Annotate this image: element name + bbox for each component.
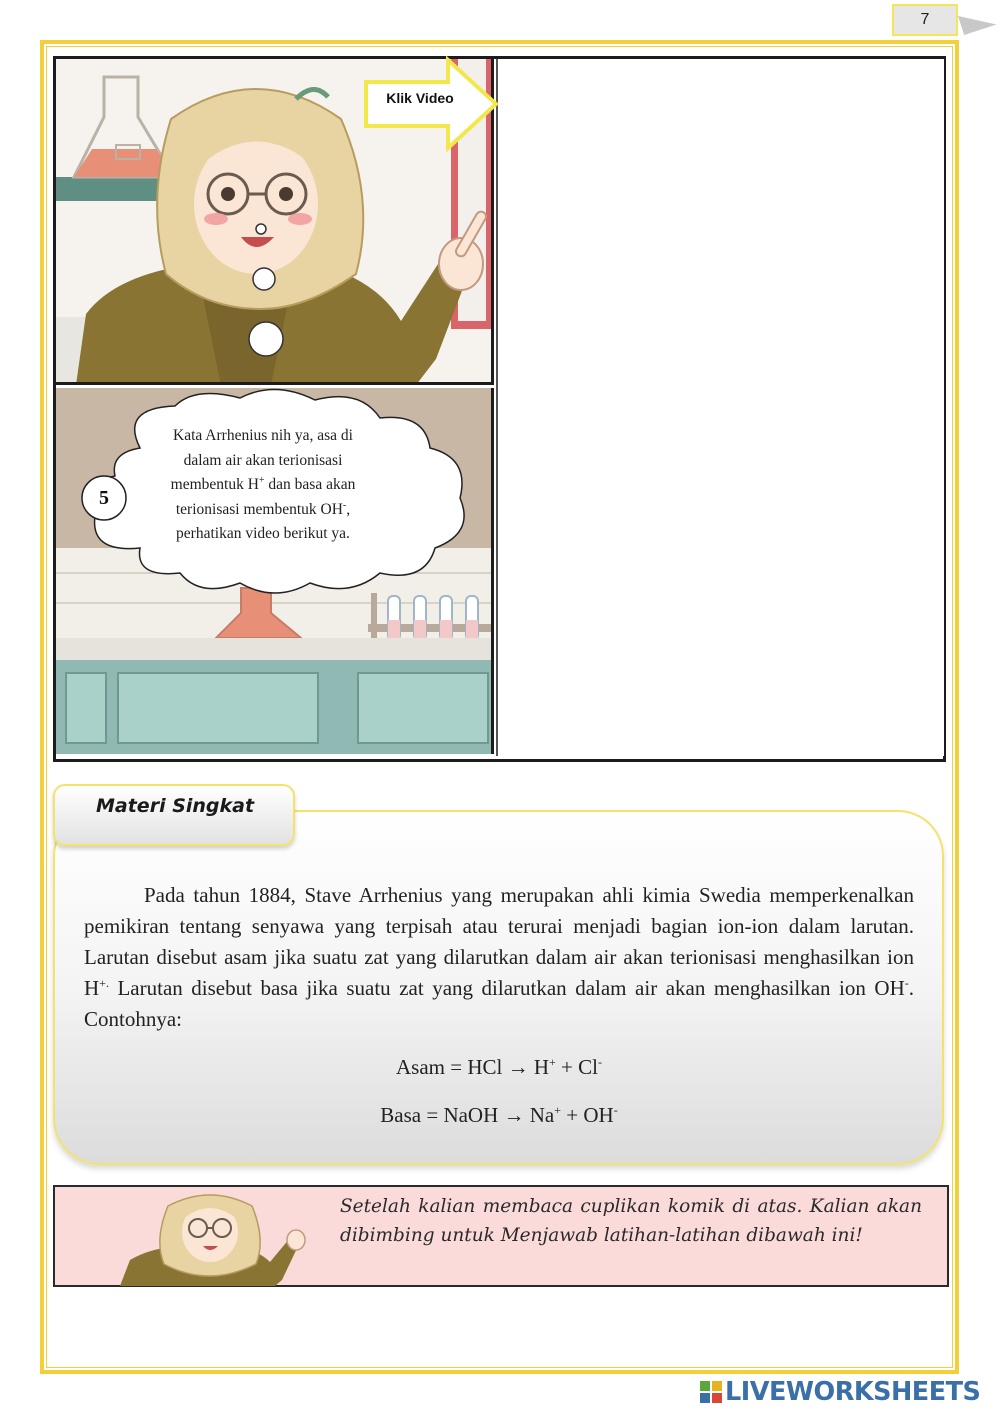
panel-number: 5 (99, 486, 109, 509)
instruction-text: Setelah kalian membaca cuplikan komik di atas. Kalian akan dibimbing untuk Menjawab latihan-latihan dibawah ini! (340, 1196, 922, 1246)
bubble-line-1: Kata Arrhenius nih ya, asa di (173, 427, 353, 444)
equation-asam: Asam = HCl → H+ + Cl- (396, 1055, 602, 1079)
bubble-line-5: perhatikan video berikut ya. (176, 525, 350, 543)
liveworksheets-icon (700, 1381, 722, 1403)
page-tab-fold (958, 5, 997, 35)
liveworksheets-logo-text: LIVEWORKSHEETS (725, 1377, 981, 1407)
teacher-pointing-illustration (110, 1190, 310, 1286)
bubble-line-2: dalam air akan terionisasi (183, 451, 343, 469)
speech-bubble-text (128, 424, 398, 547)
page-number-tab (892, 4, 958, 36)
liveworksheets-logo[interactable] (700, 1375, 995, 1409)
bubble-line-4: terionisasi membentuk OH-, (175, 499, 351, 518)
equation-basa: Basa = NaOH → Na+ + OH- (380, 1103, 618, 1127)
video-frame[interactable] (496, 59, 944, 756)
bubble-line-3: membentuk H+ dan basa akan (170, 475, 356, 494)
materi-title: Materi Singkat (96, 795, 255, 817)
klik-video-label[interactable]: Klik Video (386, 90, 454, 106)
materi-paragraph: Pada tahun 1884, Stave Arrhenius yang merupakan ahli kimia Swedia memperkenalkan pemikiran tentang senyawa yang terpisah atau terurai menjadi bagian ion-ion dalam larutan. Larutan disebut asam jika suatu zat yang dilarutkan dalam air akan terionisasi menghasilkan ion H+. Larutan disebut basa jika suatu zat yang dilarutkan dalam air akan menghasilkan ion OH-. Contohnya: (84, 883, 914, 1031)
page-number: 7 (920, 11, 930, 28)
